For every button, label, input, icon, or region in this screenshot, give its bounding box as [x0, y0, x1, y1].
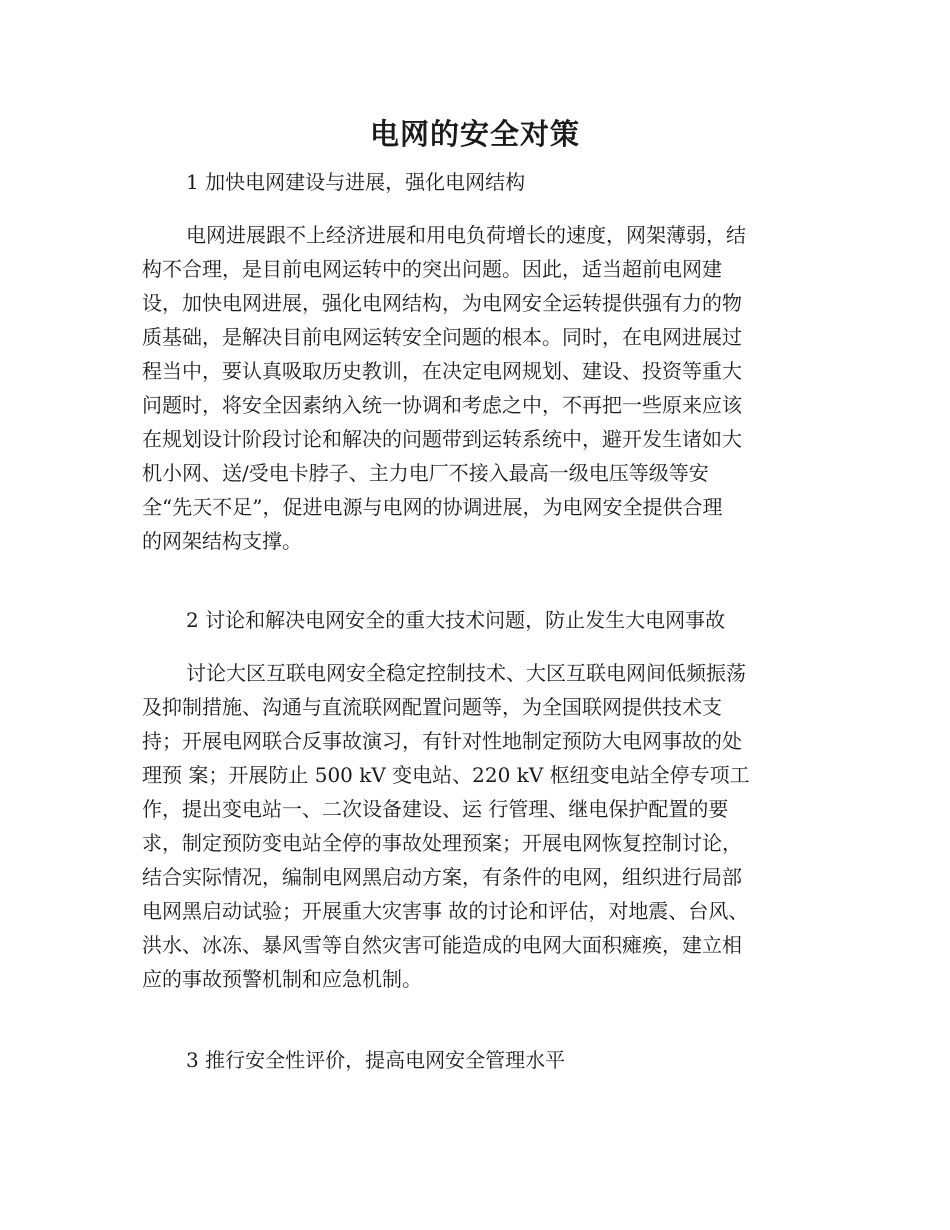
paragraph-line: 电网进展跟不上经济进展和用电负荷增长的速度，网架薄弱，结: [186, 223, 746, 247]
paragraph-line: 洪水、冰冻、暴风雪等自然灾害可能造成的电网大面积瘫痪，建立相: [142, 933, 742, 957]
paragraph-line: 作，提出变电站一、二次设备建设、运 行管理、继电保护配置的要: [142, 797, 729, 821]
section-heading-2: 2 讨论和解决电网安全的重大技术问题，防止发生大电网事故: [186, 608, 726, 632]
paragraph-line: 设，加快电网进展，强化电网结构，为电网安全运转提供强有力的物: [142, 291, 742, 315]
paragraph-line: 程当中，要认真吸取历史教训，在决定电网规划、建设、投资等重大: [142, 359, 742, 383]
paragraph-line: 质基础，是解决目前电网运转安全问题的根本。同时，在电网进展过: [142, 325, 742, 349]
paragraph-line: 应的事故预警机制和应急机制。: [142, 967, 422, 991]
paragraph-line: 机小网、送/受电卡脖子、主力电厂不接入最高一级电压等级等安: [142, 461, 709, 485]
document-title: 电网的安全对策: [369, 117, 580, 151]
paragraph-line: 在规划设计阶段讨论和解决的问题带到运转系统中，避开发生诸如大: [142, 427, 742, 451]
section-paragraph-2: [142, 656, 802, 996]
paragraph-line: 电网黑启动试验；开展重大灾害事 故的讨论和评估，对地震、台风、: [142, 899, 749, 923]
paragraph-line: 讨论大区互联电网安全稳定控制技术、大区互联电网间低频振荡: [186, 661, 746, 685]
paragraph-line: 结合实际情况，编制电网黑启动方案，有条件的电网，组织进行局部: [142, 865, 742, 889]
paragraph-line: 持；开展电网联合反事故演习，有针对性地制定预防大电网事故的处: [142, 729, 742, 753]
section-heading-1: 1 加快电网建设与进展，强化电网结构: [186, 170, 526, 194]
paragraph-line: 及抑制措施、沟通与直流联网配置问题等，为全国联网提供技术支: [142, 695, 722, 719]
section-paragraph-1: [142, 218, 802, 558]
paragraph-line: 理预 案；开展防止 500 kV 变电站、220 kV 枢纽变电站全停专项工: [142, 763, 750, 787]
paragraph-line: 求，制定预防变电站全停的事故处理预案；开展电网恢复控制讨论，: [142, 831, 742, 855]
paragraph-line: 的网架结构支撑。: [142, 529, 302, 553]
paragraph-line: 问题时，将安全因素纳入统一协调和考虑之中，不再把一些原来应该: [142, 393, 742, 417]
paragraph-line: 构不合理，是目前电网运转中的突出问题。因此，适当超前电网建: [142, 257, 722, 281]
section-heading-3: 3 推行安全性评价，提高电网安全管理水平: [186, 1048, 566, 1072]
paragraph-line: 全“先天不足”，促进电源与电网的协调进展，为电网安全提供合理: [142, 495, 723, 519]
